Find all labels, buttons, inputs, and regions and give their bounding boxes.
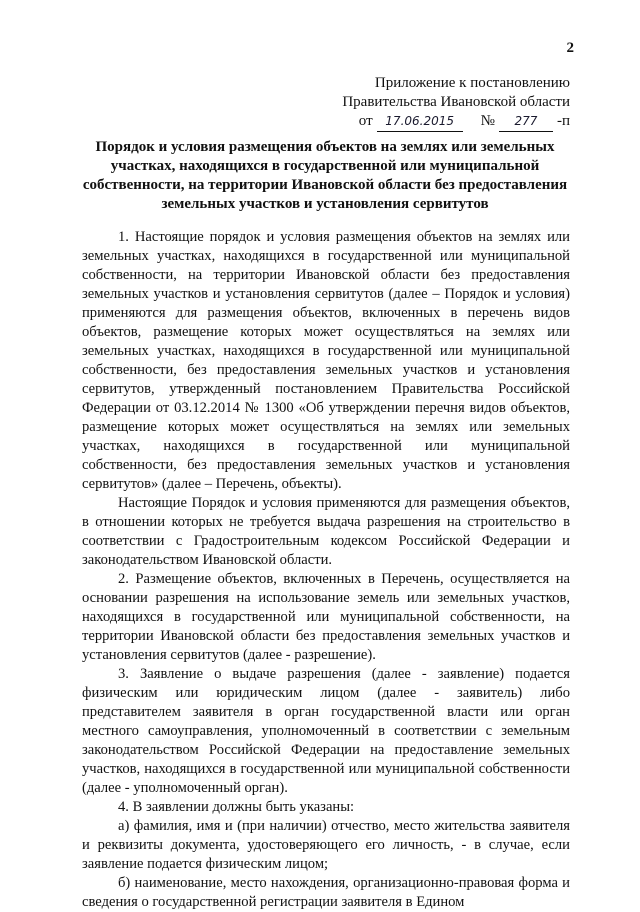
number-label: № — [480, 113, 495, 129]
appendix-line-1: Приложение к постановлению — [374, 75, 570, 91]
paragraph-1: 1. Настоящие порядок и условия размещения объектов на землях или земельных участках, находящихся в государственной или муниципальной собственности, на территории Ивановской области без предоставления земельных участков и установления сервитутов (далее – Порядок и условия) применяются для размещения объектов, включенных в перечень видов объектов, размещение которых может осуществляться на землях или земельных участках, находящихся в государственной или муниципальной собственности, без предоставления земельных участков и установления сервитутов, утвержденный постановлением Правительства Российской Федерации от 03.12.2014 № 1300 «Об утверждении перечня видов объектов, размещение которых может осуществляться на землях или земельных участках, находящихся в государственной или муниципальной собственности, без предоставления земельных участков и установления сервитутов» (далее – Перечень, объекты). — [82, 229, 570, 492]
title-line: собственности, на территории Ивановской области без предоставления — [82, 177, 568, 193]
appendix-header — [342, 74, 570, 132]
title-line: земельных участков и установления сервитутов — [161, 196, 489, 212]
appendix-date-row — [342, 112, 570, 132]
paragraph-4b: б) наименование, место нахождения, организационно-правовая форма и сведения о государственной регистрации заявителя в Едином — [82, 875, 570, 910]
paragraph-3: 3. Заявление о выдаче разрешения (далее - заявление) подается физическим или юридическим лицом (далее - заявитель) либо представителем заявителя в орган государственной власти или орган местного самоуправления, уполномоченный в соответствии с земельным законодательством Российской Федерации на предоставление земельных участков, находящихся в государственной или муниципальной собственности (далее - уполномоченный орган). — [82, 666, 570, 796]
document-title — [60, 138, 590, 214]
appendix-line-2: Правительства Ивановской области — [342, 94, 570, 110]
paragraph-4a: а) фамилия, имя и (при наличии) отчество, место жительства заявителя и реквизиты документа, удостоверяющего его личность, - в случае, если заявление подается физическим лицом; — [82, 818, 570, 872]
page-number: 2 — [566, 40, 574, 56]
from-label: от — [358, 113, 373, 129]
paragraph-4: 4. В заявлении должны быть указаны: — [118, 799, 355, 815]
handwritten-date: 17.06.2015 — [377, 112, 463, 132]
number-suffix: -п — [556, 113, 570, 129]
document-body — [82, 228, 570, 912]
paragraph-2: 2. Размещение объектов, включенных в Перечень, осуществляется на основании разрешения на использование земель или земельных участков, находящихся в государственной или муниципальной собственности, на территории Ивановской области без предоставления земельных участков и установления сервитутов (далее - разрешение). — [82, 571, 570, 663]
title-line: Порядок и условия размещения объектов на землях или земельных — [95, 139, 555, 155]
title-line: участках, находящихся в государственной или муниципальной — [110, 158, 540, 174]
handwritten-number: 277 — [499, 112, 553, 132]
paragraph-1-continued: Настоящие Порядок и условия применяются для размещения объектов, в отношении которых не требуется выдача разрешения на строительство в соответствии с Градостроительным кодексом Российской Федерации и законодательством Ивановской области. — [82, 495, 570, 568]
